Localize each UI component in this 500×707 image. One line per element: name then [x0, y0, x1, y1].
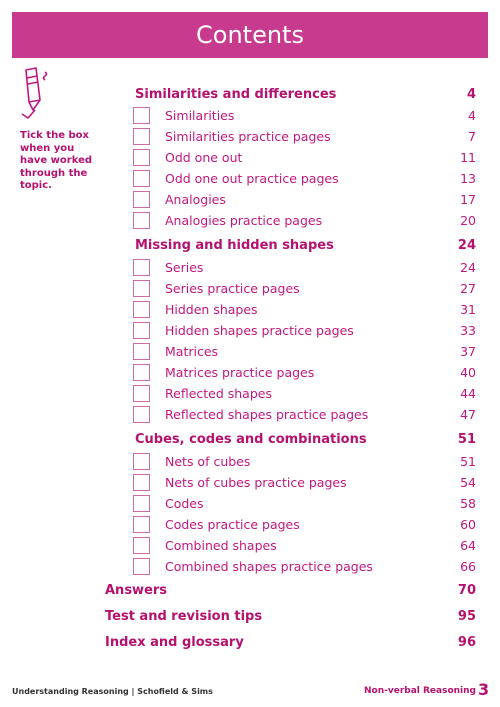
list-item	[133, 169, 478, 190]
item-label: Analogies	[165, 192, 226, 207]
item-page: 24	[460, 260, 476, 275]
list-item	[133, 363, 478, 384]
footer-publisher: Understanding Reasoning | Schofield & Sims	[12, 687, 213, 696]
section-page: 51	[457, 432, 476, 447]
list-item	[133, 384, 478, 405]
tick-box[interactable]	[133, 343, 150, 360]
item-label: Nets of cubes practice pages	[165, 475, 347, 490]
list-item	[133, 190, 478, 211]
entry-test-revision-tips	[105, 609, 478, 629]
item-label: Reflected shapes practice pages	[165, 407, 369, 422]
item-label: Odd one out practice pages	[165, 171, 339, 186]
entry-label: Answers	[105, 583, 168, 598]
list-item	[133, 515, 478, 536]
tick-box[interactable]	[133, 474, 150, 491]
tick-box[interactable]	[133, 191, 150, 208]
item-page: 66	[460, 559, 476, 574]
footer-subject: Non-verbal Reasoning	[364, 686, 476, 696]
section-page: 4	[466, 87, 476, 102]
entry-answers	[105, 583, 478, 603]
list-item	[133, 473, 478, 494]
item-label: Similarities practice pages	[165, 129, 331, 144]
item-label: Combined shapes practice pages	[165, 559, 373, 574]
tick-box[interactable]	[133, 453, 150, 470]
item-label: Hidden shapes practice pages	[165, 323, 354, 338]
item-page: 31	[460, 302, 476, 317]
tip-text: Tick the box when you have worked through the topic.	[20, 130, 93, 191]
tick-box[interactable]	[133, 107, 150, 124]
list-item	[133, 211, 478, 232]
list-item	[133, 405, 478, 426]
tick-box[interactable]	[133, 516, 150, 533]
item-label: Similarities	[165, 108, 235, 123]
item-label: Hidden shapes	[165, 302, 258, 317]
item-page: 60	[460, 517, 476, 532]
footer-page-number: 3	[478, 680, 490, 699]
item-page: 40	[460, 365, 476, 380]
item-page: 11	[460, 150, 476, 165]
entry-page: 95	[457, 609, 476, 624]
item-label: Nets of cubes	[165, 454, 251, 469]
section-similarities-differences	[135, 87, 478, 105]
section-cubes-codes-combinations	[135, 432, 478, 450]
list-item	[133, 452, 478, 473]
item-label: Series practice pages	[165, 281, 300, 296]
item-label: Codes	[165, 496, 204, 511]
list-item	[133, 342, 478, 363]
tick-box[interactable]	[133, 406, 150, 423]
item-page: 64	[460, 538, 476, 553]
tick-box[interactable]	[133, 128, 150, 145]
section-title: Similarities and differences	[135, 87, 337, 102]
item-page: 7	[468, 129, 476, 144]
item-page: 4	[468, 108, 476, 123]
item-label: Combined shapes	[165, 538, 277, 553]
item-page: 44	[460, 386, 476, 401]
item-page: 47	[460, 407, 476, 422]
entry-page: 70	[457, 583, 476, 598]
item-label: Matrices practice pages	[165, 365, 315, 380]
item-label: Analogies practice pages	[165, 213, 323, 228]
page-header	[12, 12, 488, 58]
item-page: 33	[460, 323, 476, 338]
item-page: 20	[460, 213, 476, 228]
item-page: 51	[460, 454, 476, 469]
list-item	[133, 106, 478, 127]
tick-box[interactable]	[133, 364, 150, 381]
list-item	[133, 557, 478, 578]
list-item	[133, 494, 478, 515]
item-page: 17	[460, 192, 476, 207]
entry-label: Index and glossary	[105, 635, 244, 650]
item-label: Reflected shapes	[165, 386, 272, 401]
tick-box[interactable]	[133, 259, 150, 276]
tick-box[interactable]	[133, 212, 150, 229]
list-item	[133, 127, 478, 148]
item-label: Series	[165, 260, 204, 275]
tick-box[interactable]	[133, 280, 150, 297]
item-label: Matrices	[165, 344, 219, 359]
list-item	[133, 148, 478, 169]
item-page: 13	[460, 171, 476, 186]
tick-box[interactable]	[133, 558, 150, 575]
pencil-tick-icon	[16, 66, 52, 126]
entry-index-glossary	[105, 635, 478, 655]
list-item	[133, 536, 478, 557]
list-item	[133, 321, 478, 342]
item-page: 37	[460, 344, 476, 359]
tick-box[interactable]	[133, 170, 150, 187]
tick-box[interactable]	[133, 149, 150, 166]
item-label: Odd one out	[165, 150, 243, 165]
list-item	[133, 300, 478, 321]
entry-label: Test and revision tips	[105, 609, 263, 624]
section-title: Missing and hidden shapes	[135, 238, 334, 253]
tick-box[interactable]	[133, 322, 150, 339]
entry-page: 96	[457, 635, 476, 650]
tick-box[interactable]	[133, 385, 150, 402]
tick-box[interactable]	[133, 301, 150, 318]
item-page: 27	[460, 281, 476, 296]
item-page: 58	[460, 496, 476, 511]
item-label: Codes practice pages	[165, 517, 300, 532]
tick-box[interactable]	[133, 495, 150, 512]
list-item	[133, 279, 478, 300]
section-title: Cubes, codes and combinations	[135, 432, 367, 447]
section-page: 24	[457, 238, 476, 253]
item-page: 54	[460, 475, 476, 490]
section-missing-hidden-shapes	[135, 238, 478, 256]
list-item	[133, 258, 478, 279]
tick-box[interactable]	[133, 537, 150, 554]
page-title: Contents	[196, 21, 304, 49]
